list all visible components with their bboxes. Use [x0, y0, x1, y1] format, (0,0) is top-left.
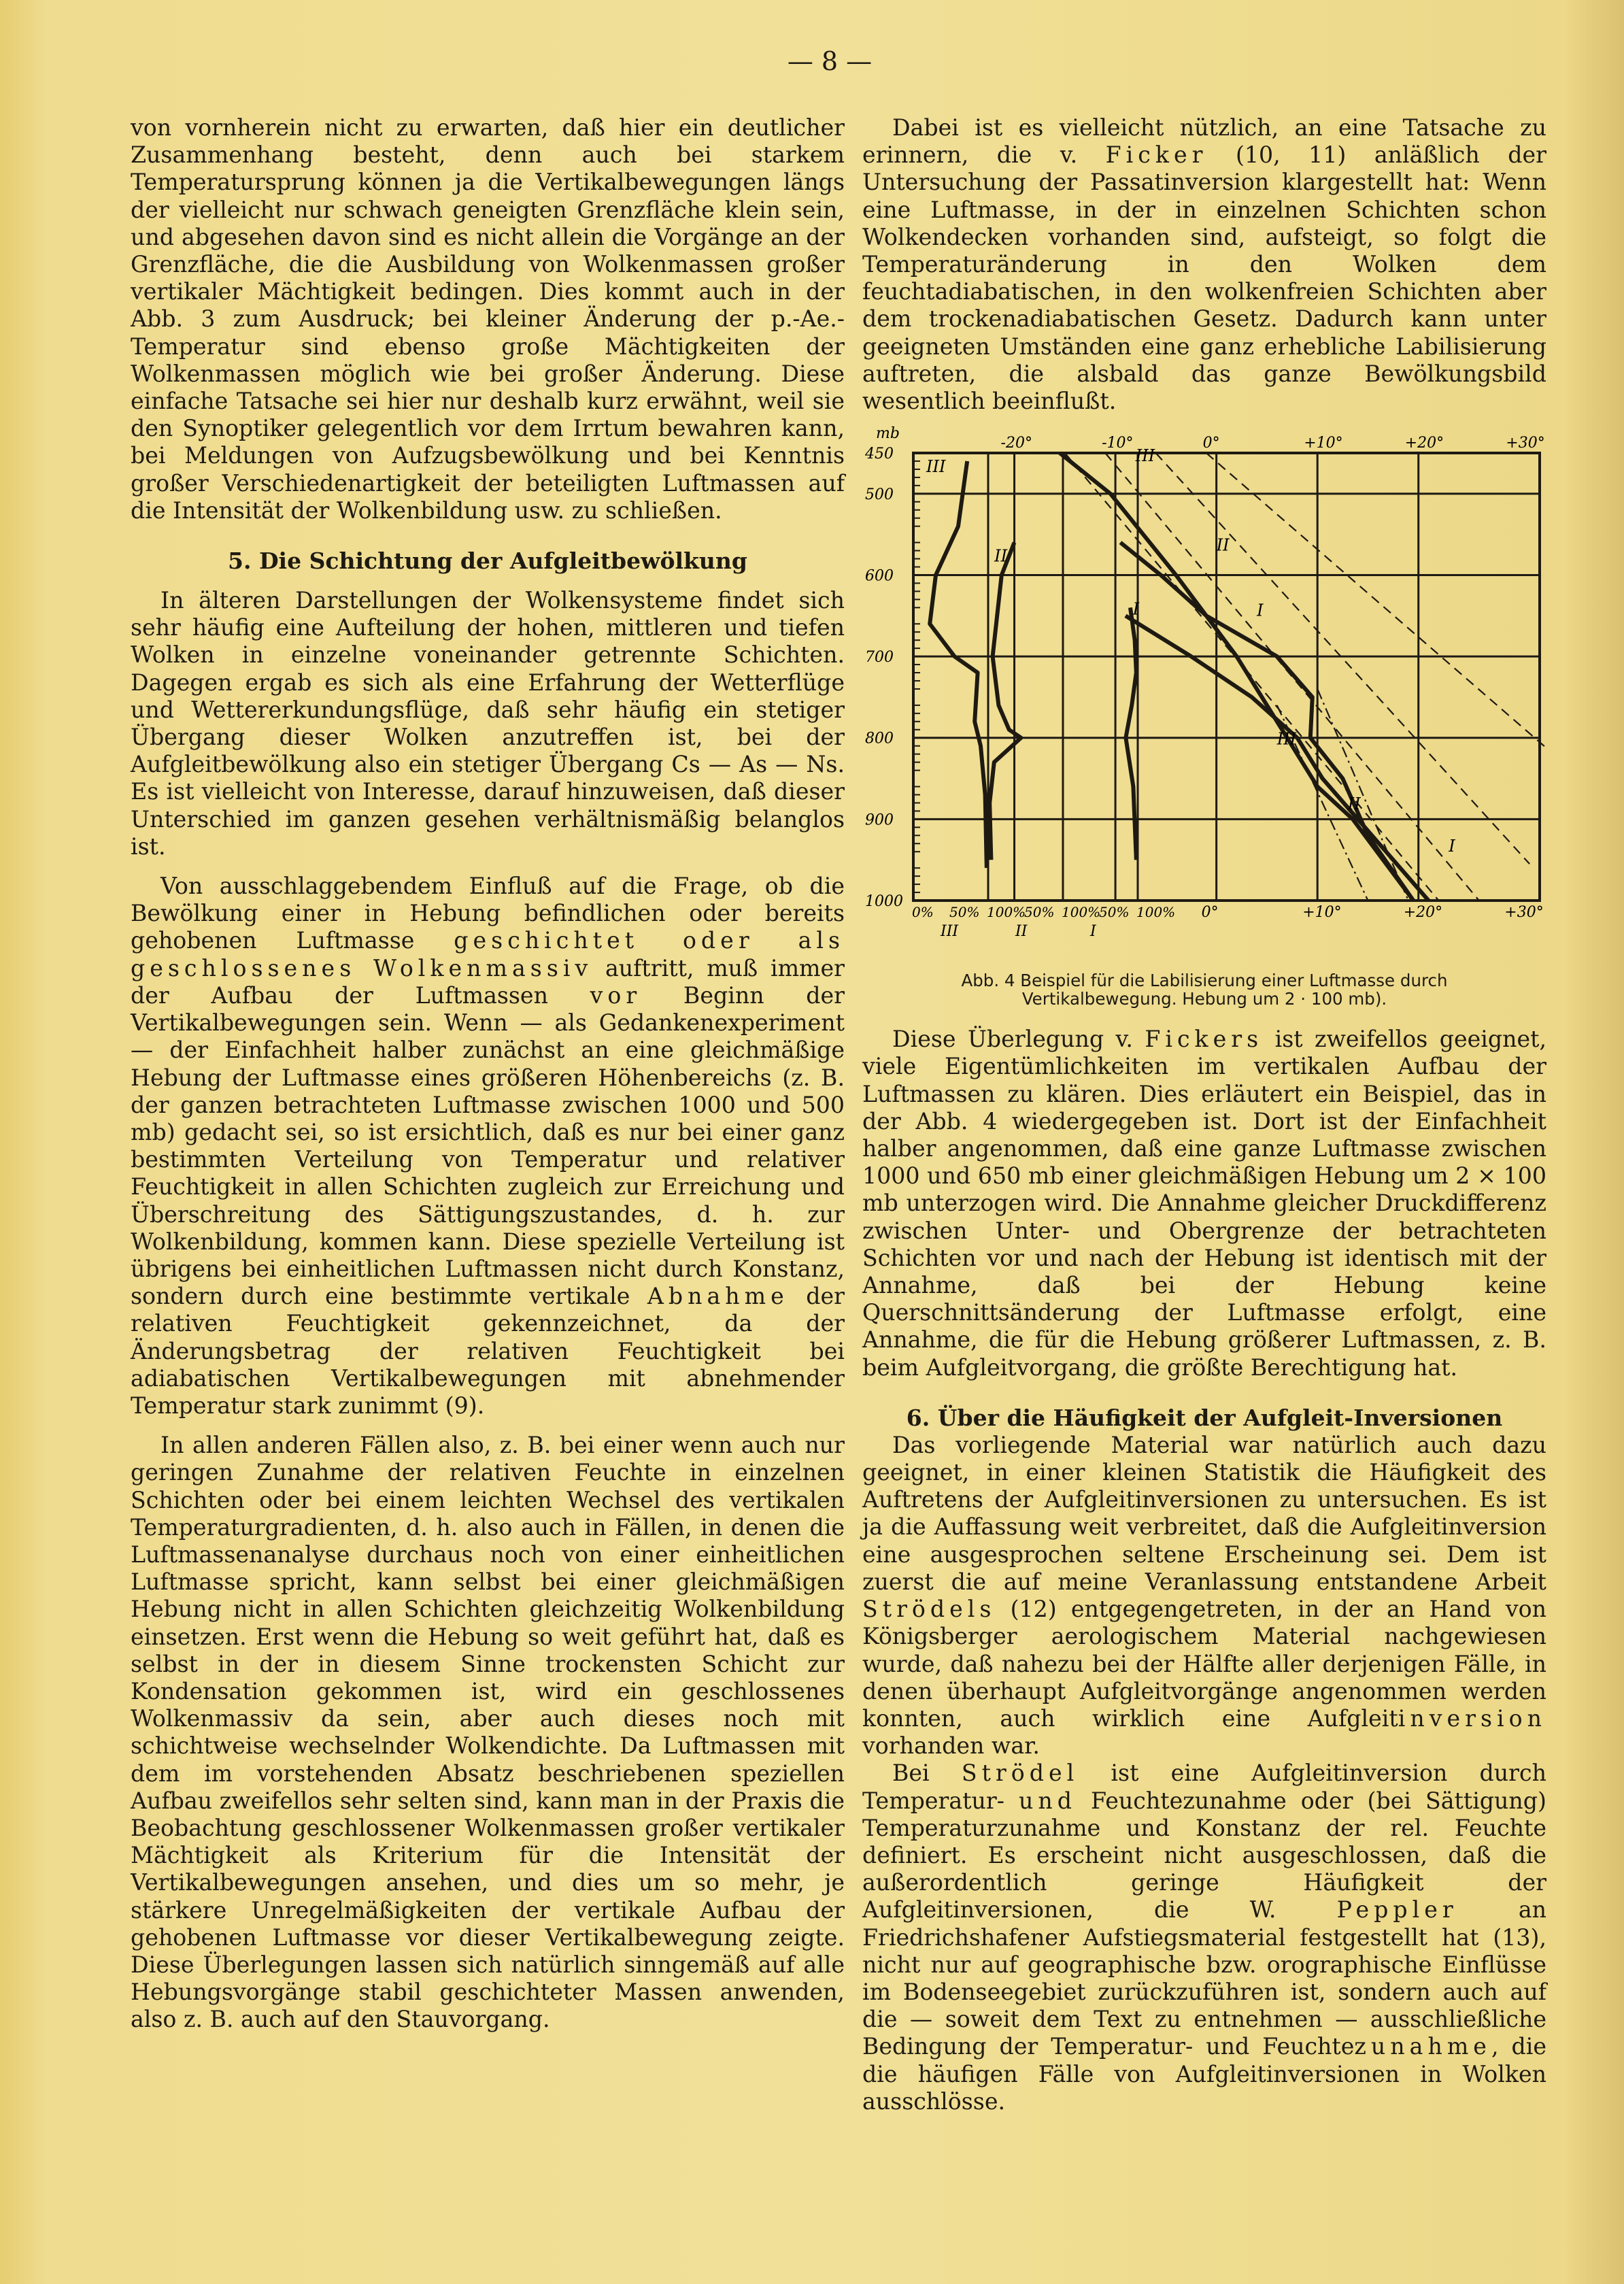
humidity-tick-3: 100%	[987, 904, 1026, 921]
y-tick-label-800: 800	[865, 730, 894, 748]
humidity-curve-label-II: II	[994, 546, 1008, 566]
humidity-curve-I	[1126, 608, 1136, 860]
y-tick-label-600: 600	[865, 567, 894, 585]
temp-tick-top-4: +10°	[1304, 435, 1343, 452]
humidity-axis-label-II: II	[1015, 923, 1028, 941]
temp-tick-bottom-4: +20°	[1403, 904, 1443, 922]
humidity-tick-1: 0%	[912, 904, 934, 921]
caption-line-1: Abb. 4 Beispiel für die Labilisierung einer Luftmasse durch	[961, 971, 1448, 991]
section-5-heading: 5. Die Schichtung der Aufgleitbewölkung	[228, 548, 747, 575]
temp-tick-top-5: +20°	[1404, 435, 1444, 452]
temperature-curve-label-6: I	[1449, 837, 1455, 856]
figure-4-chart	[862, 424, 1546, 975]
humidity-curve-III	[930, 461, 987, 868]
left-paragraph-1: von vornherein nicht zu erwarten, daß hier ein deutlicher Zusammenhang besteht, denn auch bei starkem Temperatursprung können ja die Vertikalbewegungen längs der vielleicht nur schwach geneigten Grenzfläche klein sein, und abgesehen davon sind es nicht allein die Vorgänge an der Grenzfläche, die die Ausbildung von Wolkenmassen großer vertikaler Mächtigkeit bedingen. Dies kommt auch in der Abb. 3 zum Ausdruck; bei kleiner Änderung der p.-Ae.-Temperatur sind ebenso große Mächtigkeiten der Wolkenmassen möglich wie bei großer Änderung. Diese einfache Tatsache sei hier nur deshalb kurz erwähnt, weil sie den Synoptiker gelegentlich vor dem Irrtum bewahren kann, bei Meldungen von Aufzugsbewölkung und bei Kenntnis großer Verschiedenartigkeit der beteiligten Luftmassen auf die Intensität der Wolkenbildung usw. zu schließen.	[131, 114, 845, 524]
temp-tick-bottom-2: 0°	[1201, 904, 1219, 922]
section-6-heading: 6. Über die Häufigkeit der Aufgleit-Inversionen	[906, 1404, 1503, 1431]
chart-frame	[913, 453, 1540, 901]
humidity-tick-7: 100%	[1136, 904, 1176, 921]
y-tick-label-1000: 1000	[865, 893, 903, 911]
humidity-curve-label-III: III	[926, 457, 946, 477]
y-tick-label-900: 900	[865, 811, 894, 829]
humidity-axis-label-I: I	[1090, 923, 1096, 941]
left-paragraph-2: In älteren Darstellungen der Wolkensysteme findet sich sehr häufig eine Aufteilung der hohen, mittleren und tiefen Wolken in einzelne voneinander getrennte Schichten. Dagegen ergab es sich als eine Erfahrung der Wetterflüge und Wettererkundungsflüge, daß sehr häufig ein stetiger Übergang dieser Wolken anzutreffen ist, bei der Aufgleitbewölkung also ein stetiger Übergang Cs — As — Ns. Es ist vielleicht von Interesse, darauf hinzuweisen, daß dieser Unterschied im ganzen gesehen verhältnismäßig belanglos ist.	[131, 587, 845, 860]
temp-tick-top-2: -10°	[1102, 435, 1134, 452]
page-number: — 8 —	[787, 46, 873, 76]
y-tick-label-450: 450	[865, 446, 894, 463]
humidity-curve-label-I: I	[1132, 599, 1140, 619]
temp-tick-top-6: +30°	[1506, 435, 1545, 452]
humidity-axis-label-III: III	[941, 923, 959, 941]
temperature-curve-III	[1060, 453, 1413, 901]
temp-tick-top-1: -20°	[1000, 435, 1032, 452]
right-paragraph-3: Das vorliegende Material war natürlich auch dazu geeignet, in einer kleinen Statistik die Häufigkeit des Auftretens der Aufgleitinversionen zu untersuchen. Es ist ja die Auffassung weit verbreitet, daß die Aufgleitinversion eine ausgesprochen seltene Erscheinung sei. Dem ist zuerst die auf meine Veranlassung entstandene Arbeit Strödels (12) entgegengetreten, in der an Hand von Königsberger aerologischem Material nachgewiesen wurde, daß nahezu bei der Hälfte aller derjenigen Fälle, in denen überhaupt Aufgleitvorgänge angenommen werden konnten, auch wirklich eine Aufgleitinversion vorhanden war.	[862, 1431, 1546, 1760]
y-tick-label-500: 500	[865, 486, 894, 504]
temp-tick-top-3: 0°	[1202, 435, 1220, 452]
humidity-tick-2: 50%	[949, 904, 980, 921]
figure-4	[862, 424, 1546, 975]
temperature-curve-label-5: II	[1347, 794, 1361, 814]
left-paragraph-3: Von ausschlaggebendem Einfluß auf die Frage, ob die Bewölkung einer in Hebung befindlichen oder bereits gehobenen Luftmasse geschichtet oder als geschlossenes Wolkenmassiv auftritt, muß immer der Aufbau der Luftmassen vor Beginn der Vertikalbewegungen sein. Wenn — als Gedankenexperiment — der Einfachheit halber zunächst an eine gleichmäßige Hebung der Luftmasse eines größeren Höhenbereichs (z. B. der ganzen betrachteten Luftmasse zwischen 1000 und 500 mb) gedacht sei, so ist ersichtlich, daß es nur bei einer ganz bestimmten Verteilung von Temperatur und relativer Feuchtigkeit in allen Schichten zugleich zur Erreichung und Überschreitung des Sättigungszustandes, d. h. zur Wolkenbildung, kommen kann. Diese spezielle Verteilung ist übrigens bei einheitlichen Luftmassen nicht durch Konstanz, sondern durch eine bestimmte vertikale Abnahme der relativen Feuchtigkeit gekennzeichnet, da der Änderungsbetrag der relativen Feuchtigkeit bei adiabatischen Vertikalbewegungen mit abnehmender Temperatur stark zunimmt (9).	[131, 873, 845, 1419]
y-unit-label: mb	[876, 425, 900, 443]
left-paragraph-4: In allen anderen Fällen also, z. B. bei einer wenn auch nur geringen Zunahme der relativen Feuchte in einzelnen Schichten oder bei einem leichten Wechsel des vertikalen Temperaturgradienten, d. h. also auch in Fällen, in denen die Luftmassenanalyse durchaus noch von einer einheitlichen Luftmasse spricht, kann selbst bei einer gleichmäßigen Hebung nicht in allen Schichten gleichzeitig Wolkenbildung einsetzen. Erst wenn die Hebung so weit geführt hat, daß es selbst in der in diesem Sinne trockensten Schicht zur Kondensation gekommen ist, wird ein geschlossenes Wolkenmassiv da sein, aber auch dieses noch mit schichtweise wechselnder Wolkendichte. Da Luftmassen mit dem im vorstehenden Absatz beschriebenen speziellen Aufbau zweifellos sehr selten sind, kann man in der Praxis die Beobachtung geschlossener Wolkenmassen großer vertikaler Mächtigkeit als Kriterium für die Intensität der Vertikalbewegungen ansehen, und dies um so mehr, je stärkere Unregelmäßigkeiten der vertikale Aufbau der gehobenen Luftmasse vor dieser Vertikalbewegung zeigte. Diese Überlegungen lassen sich natürlich sinngemäß auf alle Hebungsvorgänge stabil geschichteter Massen anwenden, also z. B. auch auf den Stauvorgang.	[131, 1432, 845, 2033]
temp-tick-bottom-5: +30°	[1504, 904, 1544, 922]
caption-line-2: Vertikalbewegung. Hebung um 2 · 100 mb).	[1021, 989, 1387, 1009]
left-column	[131, 114, 845, 2034]
temperature-curve-label-1: III	[1135, 446, 1155, 466]
adiabat-dashed-4	[1065, 453, 1439, 901]
adiabat-dashed-2	[1206, 453, 1546, 794]
figure-4-caption	[862, 971, 1546, 1008]
temperature-curve-label-4: III	[1276, 729, 1297, 749]
y-tick-label-700: 700	[865, 649, 894, 667]
right-paragraph-4: Bei Strödel ist eine Aufgleitinversion durch Temperatur- und Feuchtezunahme oder (bei Sättigung) Temperaturzunahme und Konstanz der rel. Feuchte definiert. Es erscheint nicht ausgeschlossen, daß die außerordentlich geringe Häufigkeit der Aufgleitinversionen, die W. Peppler an Friedrichshafener Aufstiegsmaterial festgestellt hat (13), nicht nur auf geographische bzw. orographische Einflüsse im Bodenseegebiet zurückzuführen ist, sondern auch auf die — soweit dem Text zu entnehmen — ausschließliche Bedingung der Temperatur- und Feuchtezunahme, die die häufigen Fälle von Aufgleitinversionen in Wolken ausschlösse.	[862, 1760, 1546, 2115]
temperature-curve-II	[1121, 543, 1414, 901]
humidity-tick-4: 50%	[1024, 904, 1055, 921]
right-paragraph-2: Diese Überlegung v. Fickers ist zweifellos geeignet, viele Eigentümlichkeiten im vertikalen Aufbau der Luftmassen zu klären. Dies erläutert ein Beispiel, das in der Abb. 4 wiedergegeben ist. Dort ist der Einfachheit halber angenommen, daß eine ganze Luftmasse zwischen 1000 und 650 mb einer gleichmäßigen Hebung um 2 × 100 mb unterzogen wird. Die Annahme gleicher Druckdifferenz zwischen Unter- und Obergrenze der betrachteten Schichten vor und nach der Hebung ist identisch mit der Annahme, daß bei der Hebung keine Querschnittsänderung der Luftmasse erfolgt, eine Annahme, die für die Hebung größerer Luftmassen, z. B. beim Aufgleitvorgang, die größte Berechtigung hat.	[862, 1026, 1546, 1381]
temperature-curve-label-2: II	[1216, 535, 1230, 555]
humidity-tick-6: 50%	[1099, 904, 1130, 921]
adiabat-dashdot-2	[1317, 689, 1408, 901]
humidity-tick-5: 100%	[1062, 904, 1101, 921]
humidity-curve-II	[989, 543, 1021, 860]
temperature-curve-label-3: I	[1257, 601, 1264, 620]
right-column	[862, 114, 1546, 2115]
temp-tick-bottom-3: +10°	[1302, 904, 1342, 922]
right-paragraph-1: Dabei ist es vielleicht nützlich, an eine Tatsache zu erinnern, die v. Ficker (10, 11) anläßlich der Untersuchung der Passatinversion klargestellt hat: Wenn eine Luftmasse, in der in einzelnen Schichten schon Wolkendecken vorhanden sind, aufsteigt, so folgt die Temperaturänderung in den Wolken dem feuchtadiabatischen, in den wolkenfreien Schichten aber dem trockenadiabatischen Gesetz. Dadurch kann unter geeigneten Umständen eine ganz erhebliche Labilisierung auftreten, die alsbald das ganze Bewölkungsbild wesentlich beeinflußt.	[862, 114, 1546, 415]
